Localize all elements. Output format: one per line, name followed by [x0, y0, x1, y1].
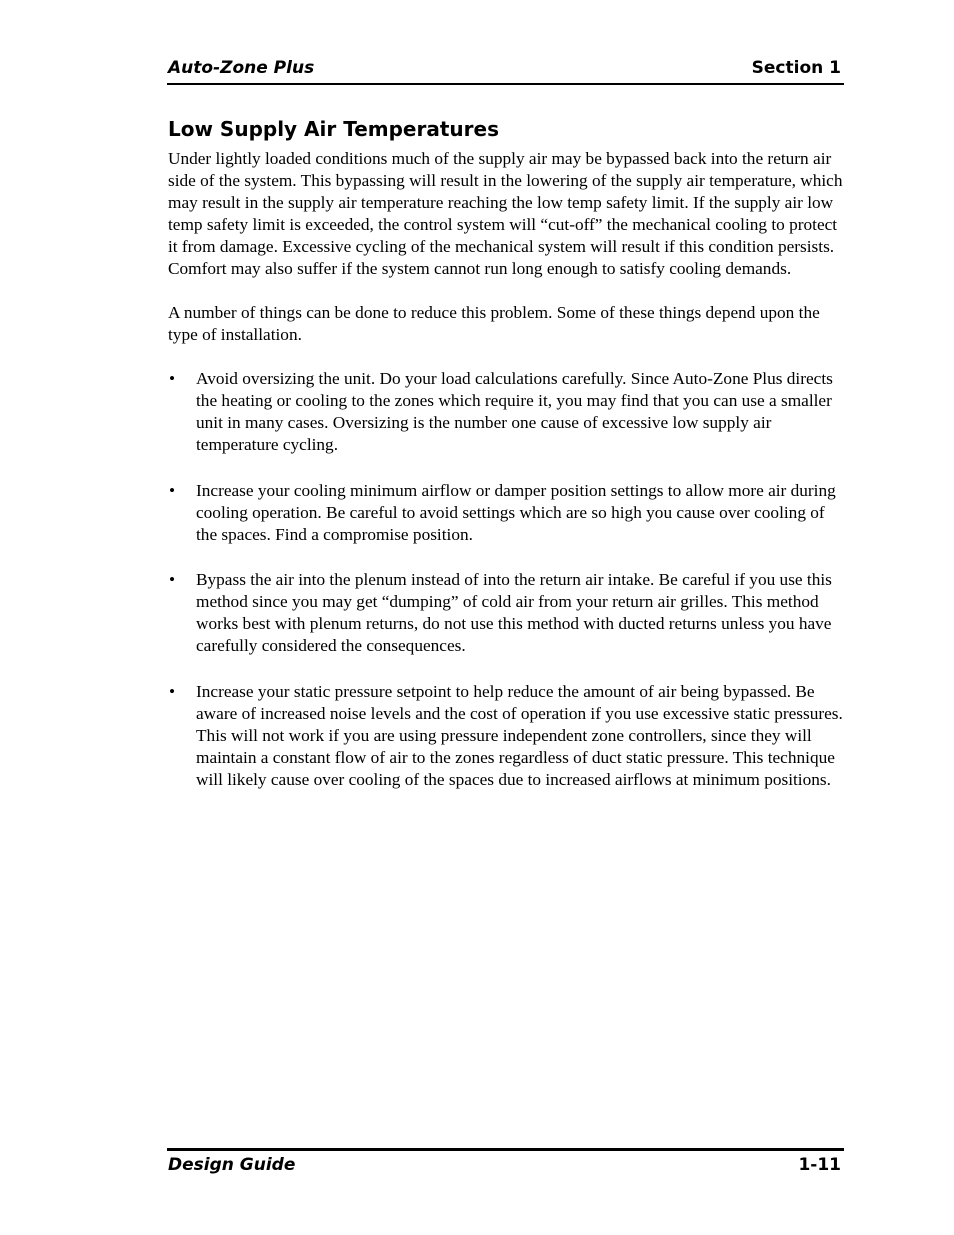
running-footer: [167, 1155, 843, 1179]
bullet-item: [168, 569, 844, 657]
bullet-item: [168, 368, 844, 456]
footer-document-title: Design Guide: [168, 1155, 296, 1175]
bullet-item: [168, 681, 844, 791]
header-rule: [167, 83, 844, 85]
bullet-icon: •: [169, 369, 176, 388]
bullet-list: [168, 368, 844, 791]
bullet-text: Bypass the air into the plenum instead of into the return air intake. Be careful if you use this method since you may get “dumping” of cold air from your return air grilles. This method works best with plenum returns, do not use this method with ducted returns unless you have carefully considered the consequences.: [196, 570, 832, 655]
bullet-text: Avoid oversizing the unit. Do your load calculations carefully. Since Auto-Zone Plus directs the heating or cooling to the zones which require it, you may find that you can use a smaller unit in many cases. Oversizing is the number one cause of excessive low supply air temperature cycling.: [196, 369, 833, 454]
bullet-icon: •: [169, 570, 176, 589]
section-title: Low Supply Air Temperatures: [168, 117, 499, 141]
header-document-title: Auto-Zone Plus: [168, 58, 315, 78]
bullet-icon: •: [169, 681, 176, 701]
page-number: 1-11: [798, 1155, 841, 1175]
running-header: [167, 58, 843, 82]
bullet-icon: •: [169, 480, 176, 500]
bullet-item: [168, 480, 844, 546]
footer-rule: [167, 1148, 844, 1151]
header-section-label: Section 1: [751, 58, 841, 78]
paragraph: A number of things can be done to reduce this problem. Some of these things depend upon the type of installation.: [168, 303, 820, 344]
bullet-text: Increase your cooling minimum airflow or damper position settings to allow more air during cooling operation. Be careful to avoid settings which are so high you cause over cooling of the spaces. Find a compromise position.: [196, 480, 836, 544]
body-text: [168, 148, 844, 814]
paragraph: Under lightly loaded conditions much of the supply air may be bypassed back into the return air side of the system. This bypassing will result in the lowering of the supply air temperature, which may result in the supply air temperature reaching the low temp safety limit. If the supply air low temp safety limit is exceeded, the control system will “cut-off” the mechanical cooling to protect it from damage. Excessive cycling of the mechanical system will result if this condition persists. Comfort may also suffer if the system cannot run long enough to satisfy cooling demands.: [168, 149, 843, 278]
bullet-text: Increase your static pressure setpoint to help reduce the amount of air being bypassed. Be aware of increased noise levels and the cost of operation if you use excessive static pressures. This will not work if you are using pressure independent zone controllers, since they will maintain a constant flow of air to the zones regardless of duct static pressure. This technique will likely cause over cooling of the spaces due to increased airflows at minimum positions.: [196, 681, 843, 789]
